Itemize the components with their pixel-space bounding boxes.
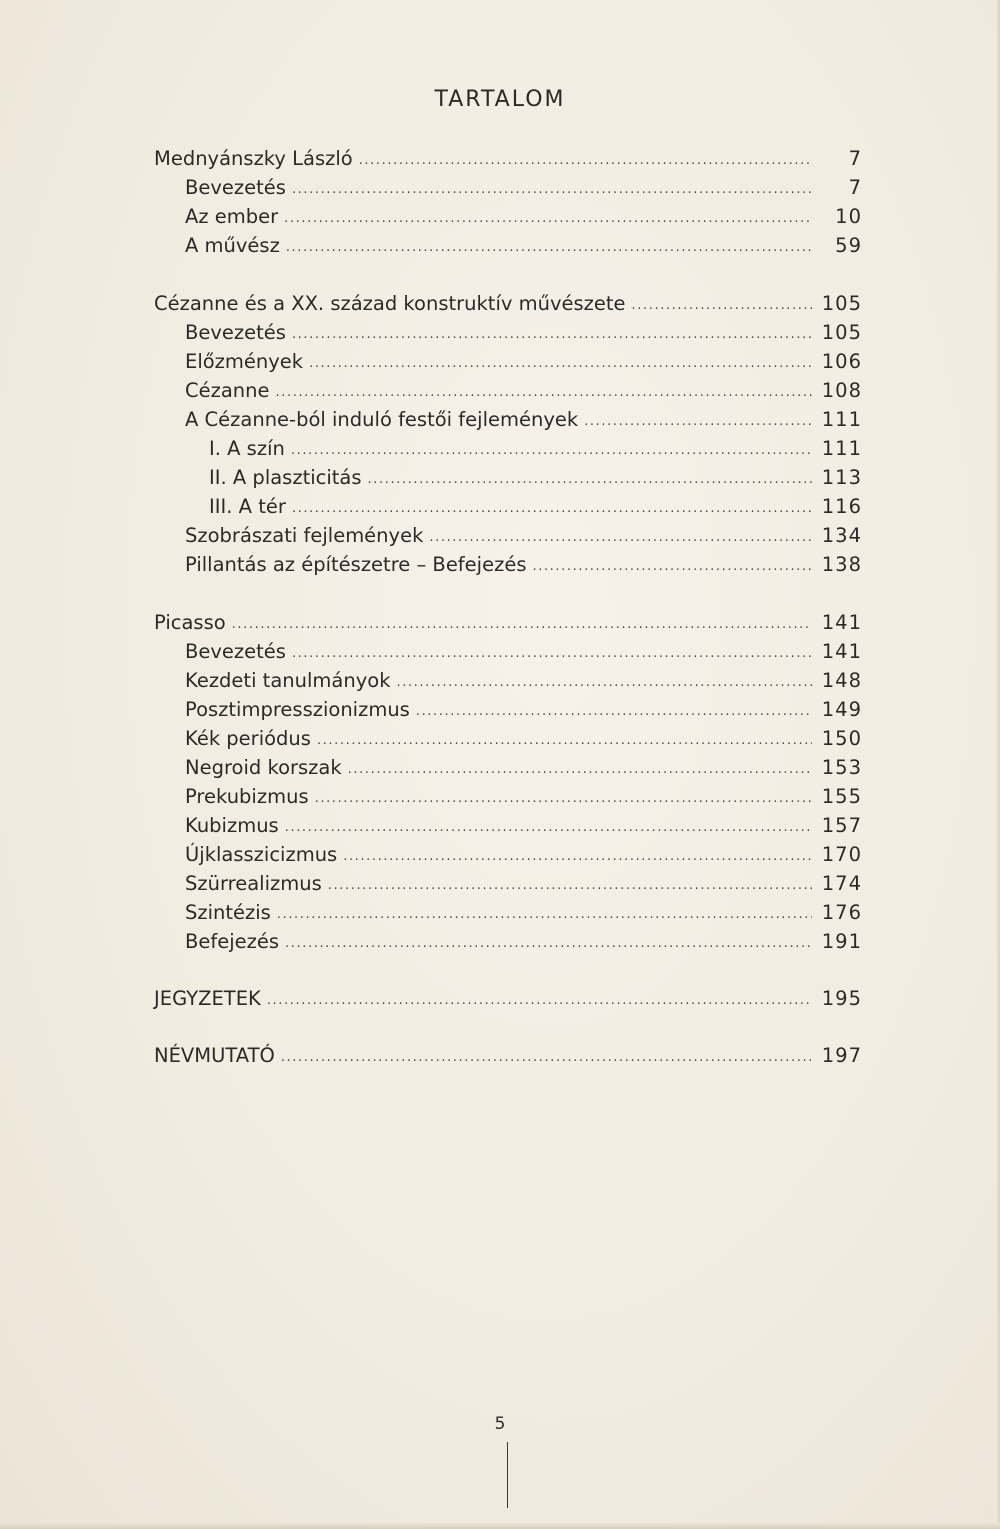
toc-subentry[interactable] bbox=[154, 869, 862, 898]
toc-section bbox=[154, 984, 862, 1013]
dot-leader bbox=[292, 175, 812, 204]
table-of-contents bbox=[154, 144, 862, 1070]
dot-leader bbox=[292, 494, 812, 523]
toc-entry-label: Negroid korszak bbox=[185, 756, 342, 779]
footer-rule bbox=[507, 1442, 508, 1508]
dot-leader bbox=[416, 697, 812, 726]
toc-subentry[interactable] bbox=[154, 666, 862, 695]
toc-entry-page-number: 170 bbox=[821, 843, 862, 866]
toc-entry-label: Bevezetés bbox=[185, 176, 286, 199]
dot-leader bbox=[429, 523, 812, 552]
dot-leader bbox=[396, 668, 812, 697]
dot-leader bbox=[232, 610, 812, 639]
toc-subentry[interactable] bbox=[154, 231, 862, 260]
toc-section bbox=[154, 1041, 862, 1070]
toc-entry-page-number: 7 bbox=[848, 147, 862, 170]
toc-entry-label: Pillantás az építészetre – Befejezés bbox=[185, 553, 527, 576]
toc-entry-page-number: 141 bbox=[821, 611, 862, 634]
toc-entry-page-number: 153 bbox=[821, 756, 862, 779]
toc-entry-page-number: 105 bbox=[821, 292, 862, 315]
toc-entry-label: Cézanne és a XX. század konstruktív művészete bbox=[154, 292, 626, 315]
toc-entry-label: Szintézis bbox=[185, 901, 271, 924]
toc-entry-page-number: 134 bbox=[821, 524, 862, 547]
toc-subentry[interactable] bbox=[154, 724, 862, 753]
toc-entry-page-number: 157 bbox=[821, 814, 862, 837]
page-edge-right bbox=[995, 0, 1000, 1529]
toc-subentry[interactable] bbox=[154, 637, 862, 666]
toc-entry-label: Befejezés bbox=[185, 930, 280, 953]
toc-entry-label: Kubizmus bbox=[185, 814, 279, 837]
toc-entry-page-number: 138 bbox=[821, 553, 862, 576]
toc-entry-label: Mednyánszky László bbox=[154, 147, 353, 170]
toc-entry-label: A művész bbox=[185, 234, 280, 257]
dot-leader bbox=[267, 986, 812, 1015]
page-number: 5 bbox=[494, 1414, 506, 1434]
dot-leader bbox=[584, 407, 812, 436]
toc-chapter-entry[interactable] bbox=[154, 1041, 862, 1070]
toc-entry-page-number: 155 bbox=[821, 785, 862, 808]
toc-entry-page-number: 105 bbox=[821, 321, 862, 344]
toc-chapter-entry[interactable] bbox=[154, 984, 862, 1013]
toc-subentry[interactable] bbox=[154, 927, 862, 956]
dot-leader bbox=[359, 146, 812, 175]
toc-chapter-entry[interactable] bbox=[154, 608, 862, 637]
toc-entry-page-number: 111 bbox=[821, 437, 862, 460]
toc-entry-page-number: 116 bbox=[821, 495, 862, 518]
toc-subentry[interactable] bbox=[154, 202, 862, 231]
dot-leader bbox=[348, 755, 812, 784]
toc-entry-page-number: 174 bbox=[821, 872, 862, 895]
toc-entry-page-number: 111 bbox=[821, 408, 862, 431]
toc-section bbox=[154, 144, 862, 260]
toc-subentry[interactable] bbox=[154, 347, 862, 376]
dot-leader bbox=[292, 639, 812, 668]
toc-entry-page-number: 191 bbox=[821, 930, 862, 953]
toc-entry-label: Kék periódus bbox=[185, 727, 311, 750]
toc-section bbox=[154, 289, 862, 579]
toc-entry-page-number: 106 bbox=[821, 350, 862, 373]
toc-subentry[interactable] bbox=[154, 550, 862, 579]
dot-leader bbox=[285, 929, 812, 958]
dot-leader bbox=[292, 320, 812, 349]
toc-subentry[interactable] bbox=[154, 782, 862, 811]
dot-leader bbox=[281, 1043, 812, 1072]
toc-entry-page-number: 176 bbox=[821, 901, 862, 924]
dot-leader bbox=[532, 552, 812, 581]
toc-entry-label: A Cézanne-ból induló festői fejlemények bbox=[185, 408, 579, 431]
toc-subentry[interactable] bbox=[154, 695, 862, 724]
toc-chapter-entry[interactable] bbox=[154, 289, 862, 318]
section-spacer bbox=[154, 260, 862, 289]
toc-subentry[interactable] bbox=[154, 521, 862, 550]
toc-entry-label: Bevezetés bbox=[185, 321, 286, 344]
toc-subentry[interactable] bbox=[154, 840, 862, 869]
dot-leader bbox=[317, 726, 812, 755]
toc-entry-page-number: 148 bbox=[821, 669, 862, 692]
toc-entry-label: Picasso bbox=[154, 611, 226, 634]
toc-entry-label: I. A szín bbox=[209, 437, 285, 460]
section-spacer bbox=[154, 1013, 862, 1041]
dot-leader bbox=[632, 291, 812, 320]
toc-entry-page-number: 197 bbox=[821, 1044, 862, 1067]
dot-leader bbox=[328, 871, 812, 900]
dot-leader bbox=[368, 465, 812, 494]
toc-entry-page-number: 108 bbox=[821, 379, 862, 402]
toc-entry-label: Újklasszicizmus bbox=[185, 843, 338, 866]
toc-entry-label: Az ember bbox=[185, 205, 279, 228]
dot-leader bbox=[343, 842, 812, 871]
page-edge-bottom bbox=[0, 1523, 1000, 1529]
dot-leader bbox=[309, 349, 812, 378]
toc-entry-page-number: 113 bbox=[821, 466, 862, 489]
toc-subentry[interactable] bbox=[154, 898, 862, 927]
toc-entry-label: Szürrealizmus bbox=[185, 872, 322, 895]
toc-subentry[interactable] bbox=[154, 405, 862, 434]
dot-leader bbox=[284, 204, 812, 233]
section-spacer bbox=[154, 579, 862, 608]
toc-entry-label: Bevezetés bbox=[185, 640, 286, 663]
page-title: TARTALOM bbox=[434, 87, 566, 112]
dot-leader bbox=[286, 233, 812, 262]
toc-subentry[interactable] bbox=[154, 318, 862, 347]
toc-subentry[interactable] bbox=[154, 811, 862, 840]
toc-entry-page-number: 150 bbox=[821, 727, 862, 750]
toc-subentry[interactable] bbox=[154, 434, 862, 463]
toc-subentry[interactable] bbox=[154, 492, 862, 521]
toc-entry-label: Szobrászati fejlemények bbox=[185, 524, 424, 547]
toc-entry-label: Prekubizmus bbox=[185, 785, 309, 808]
toc-entry-label: NÉVMUTATÓ bbox=[154, 1044, 275, 1067]
toc-section bbox=[154, 608, 862, 956]
toc-entry-page-number: 195 bbox=[821, 987, 862, 1010]
toc-entry-label: II. A plaszticitás bbox=[209, 466, 362, 489]
toc-entry-label: Cézanne bbox=[185, 379, 270, 402]
dot-leader bbox=[291, 436, 812, 465]
toc-subentry[interactable] bbox=[154, 376, 862, 405]
toc-entry-label: JEGYZETEK bbox=[154, 987, 261, 1010]
toc-entry-page-number: 10 bbox=[835, 205, 862, 228]
section-spacer bbox=[154, 956, 862, 984]
dot-leader bbox=[285, 813, 812, 842]
toc-entry-label: III. A tér bbox=[209, 495, 286, 518]
toc-entry-page-number: 149 bbox=[821, 698, 862, 721]
dot-leader bbox=[277, 900, 812, 929]
toc-entry-label: Posztimpresszionizmus bbox=[185, 698, 410, 721]
toc-entry-page-number: 59 bbox=[835, 234, 862, 257]
dot-leader bbox=[315, 784, 812, 813]
toc-entry-label: Kezdeti tanulmányok bbox=[185, 669, 391, 692]
dot-leader bbox=[276, 378, 812, 407]
toc-subentry[interactable] bbox=[154, 173, 862, 202]
toc-subentry[interactable] bbox=[154, 753, 862, 782]
toc-entry-page-number: 141 bbox=[821, 640, 862, 663]
toc-entry-label: Előzmények bbox=[185, 350, 304, 373]
toc-subentry[interactable] bbox=[154, 463, 862, 492]
toc-chapter-entry[interactable] bbox=[154, 144, 862, 173]
toc-entry-page-number: 7 bbox=[848, 176, 862, 199]
